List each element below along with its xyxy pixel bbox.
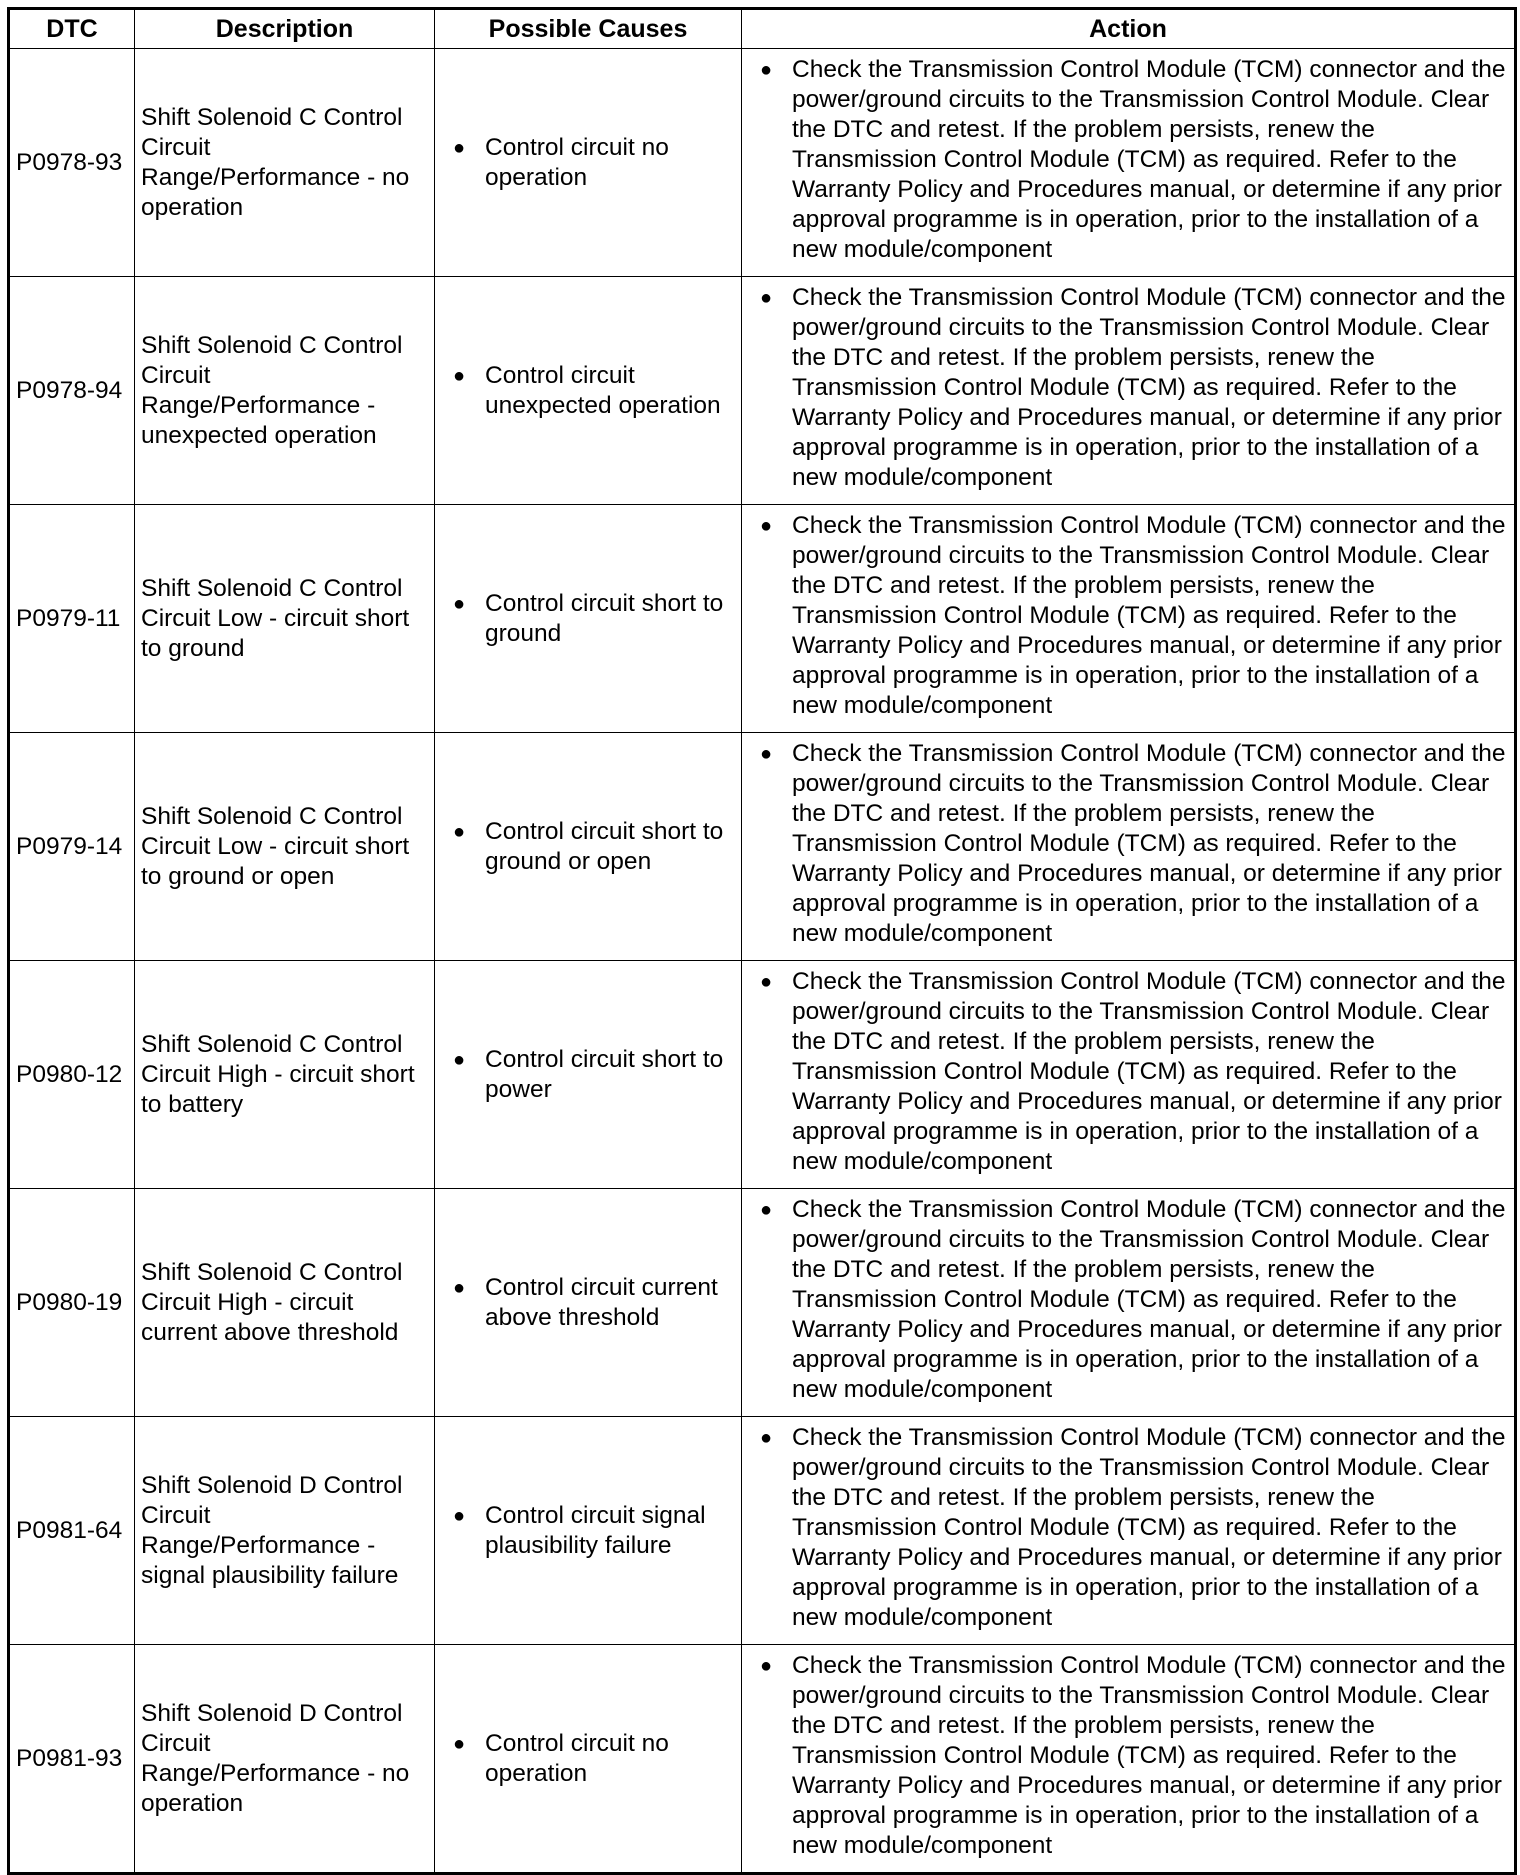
dtc-code: P0979-14 xyxy=(9,733,135,961)
bullet-icon: ● xyxy=(453,1504,466,1527)
action-text: Check the Transmission Control Module (TCM) connector and the power/ground circuits to the Transmission Control Module. Clear the DTC and retest. If the problem persists, renew the Transmission Control Module (TCM) as required. Refer to the Warranty Policy and Procedures manual, or determine if any prior approval programme is in operation, prior to the installation of a new module/component xyxy=(792,512,1506,719)
action-text: Check the Transmission Control Module (TCM) connector and the power/ground circuits to the Transmission Control Module. Clear the DTC and retest. If the problem persists, renew the Transmission Control Module (TCM) as required. Refer to the Warranty Policy and Procedures manual, or determine if any prior approval programme is in operation, prior to the installation of a new module/component xyxy=(792,740,1506,947)
bullet-icon: ● xyxy=(453,1276,466,1299)
header-row xyxy=(9,9,1516,49)
cause-text: Control circuit short to ground xyxy=(485,589,724,647)
table-row xyxy=(9,277,1516,505)
bullet-icon: ● xyxy=(453,136,466,159)
bullet-icon: ● xyxy=(760,1655,773,1677)
action-cell xyxy=(742,961,1516,1189)
bullet-icon: ● xyxy=(453,820,466,843)
dtc-code: P0981-64 xyxy=(9,1417,135,1645)
bullet-icon: ● xyxy=(760,59,773,81)
dtc-code: P0980-12 xyxy=(9,961,135,1189)
action-cell xyxy=(742,1645,1516,1874)
table-row xyxy=(9,1645,1516,1874)
header-description: Description xyxy=(135,9,435,49)
dtc-code: P0981-93 xyxy=(9,1645,135,1874)
dtc-table xyxy=(7,7,1517,1875)
action-cell xyxy=(742,505,1516,733)
table-row xyxy=(9,961,1516,1189)
table-header xyxy=(9,9,1516,49)
action-cell xyxy=(742,49,1516,277)
bullet-icon: ● xyxy=(760,1427,773,1449)
possible-causes-cell xyxy=(435,505,742,733)
header-action: Action xyxy=(742,9,1516,49)
bullet-icon: ● xyxy=(760,1199,773,1221)
action-text: Check the Transmission Control Module (TCM) connector and the power/ground circuits to the Transmission Control Module. Clear the DTC and retest. If the problem persists, renew the Transmission Control Module (TCM) as required. Refer to the Warranty Policy and Procedures manual, or determine if any prior approval programme is in operation, prior to the installation of a new module/component xyxy=(792,1652,1506,1859)
cause-text: Control circuit unexpected operation xyxy=(485,361,721,419)
possible-causes-cell xyxy=(435,1189,742,1417)
description-cell: Shift Solenoid C Control Circuit High - circuit current above threshold xyxy=(135,1189,435,1417)
bullet-icon: ● xyxy=(453,592,466,615)
possible-causes-cell xyxy=(435,961,742,1189)
table-row xyxy=(9,733,1516,961)
action-item xyxy=(760,511,1508,721)
cause-item xyxy=(453,1501,737,1561)
cause-item xyxy=(453,589,737,649)
possible-causes-cell xyxy=(435,277,742,505)
cause-text: Control circuit short to power xyxy=(485,1045,724,1103)
bullet-icon: ● xyxy=(760,743,773,765)
action-cell xyxy=(742,277,1516,505)
bullet-icon: ● xyxy=(760,971,773,993)
cause-text: Control circuit no operation xyxy=(485,1729,669,1787)
action-item xyxy=(760,1423,1508,1633)
table-body xyxy=(9,49,1516,1874)
cause-text: Control circuit no operation xyxy=(485,133,669,191)
cause-text: Control circuit signal plausibility failure xyxy=(485,1501,706,1559)
action-text: Check the Transmission Control Module (TCM) connector and the power/ground circuits to the Transmission Control Module. Clear the DTC and retest. If the problem persists, renew the Transmission Control Module (TCM) as required. Refer to the Warranty Policy and Procedures manual, or determine if any prior approval programme is in operation, prior to the installation of a new module/component xyxy=(792,968,1506,1175)
header-possible-causes: Possible Causes xyxy=(435,9,742,49)
cause-text: Control circuit current above threshold xyxy=(485,1273,718,1331)
header-dtc: DTC xyxy=(9,9,135,49)
possible-causes-cell xyxy=(435,1645,742,1874)
dtc-code: P0980-19 xyxy=(9,1189,135,1417)
description-cell: Shift Solenoid C Control Circuit High - circuit short to battery xyxy=(135,961,435,1189)
action-item xyxy=(760,967,1508,1177)
dtc-code: P0978-94 xyxy=(9,277,135,505)
bullet-icon: ● xyxy=(760,515,773,537)
table-row xyxy=(9,1417,1516,1645)
action-cell xyxy=(742,733,1516,961)
action-item xyxy=(760,1651,1508,1861)
description-cell: Shift Solenoid C Control Circuit Range/Performance - unexpected operation xyxy=(135,277,435,505)
description-cell: Shift Solenoid C Control Circuit Low - circuit short to ground or open xyxy=(135,733,435,961)
possible-causes-cell xyxy=(435,1417,742,1645)
action-item xyxy=(760,739,1508,949)
bullet-icon: ● xyxy=(453,1732,466,1755)
table-row xyxy=(9,505,1516,733)
action-text: Check the Transmission Control Module (TCM) connector and the power/ground circuits to the Transmission Control Module. Clear the DTC and retest. If the problem persists, renew the Transmission Control Module (TCM) as required. Refer to the Warranty Policy and Procedures manual, or determine if any prior approval programme is in operation, prior to the installation of a new module/component xyxy=(792,1424,1506,1631)
action-item xyxy=(760,283,1508,493)
bullet-icon: ● xyxy=(453,1048,466,1071)
cause-text: Control circuit short to ground or open xyxy=(485,817,724,875)
cause-item xyxy=(453,1273,737,1333)
cause-item xyxy=(453,361,737,421)
action-cell xyxy=(742,1417,1516,1645)
action-text: Check the Transmission Control Module (TCM) connector and the power/ground circuits to the Transmission Control Module. Clear the DTC and retest. If the problem persists, renew the Transmission Control Module (TCM) as required. Refer to the Warranty Policy and Procedures manual, or determine if any prior approval programme is in operation, prior to the installation of a new module/component xyxy=(792,284,1506,491)
table-row xyxy=(9,49,1516,277)
possible-causes-cell xyxy=(435,49,742,277)
description-cell: Shift Solenoid D Control Circuit Range/Performance - signal plausibility failure xyxy=(135,1417,435,1645)
description-cell: Shift Solenoid C Control Circuit Range/Performance - no operation xyxy=(135,49,435,277)
action-item xyxy=(760,1195,1508,1405)
dtc-code: P0979-11 xyxy=(9,505,135,733)
cause-item xyxy=(453,1045,737,1105)
description-cell: Shift Solenoid D Control Circuit Range/Performance - no operation xyxy=(135,1645,435,1874)
action-text: Check the Transmission Control Module (TCM) connector and the power/ground circuits to the Transmission Control Module. Clear the DTC and retest. If the problem persists, renew the Transmission Control Module (TCM) as required. Refer to the Warranty Policy and Procedures manual, or determine if any prior approval programme is in operation, prior to the installation of a new module/component xyxy=(792,1196,1506,1403)
cause-item xyxy=(453,817,737,877)
cause-item xyxy=(453,1729,737,1789)
bullet-icon: ● xyxy=(760,287,773,309)
bullet-icon: ● xyxy=(453,364,466,387)
action-cell xyxy=(742,1189,1516,1417)
action-text: Check the Transmission Control Module (TCM) connector and the power/ground circuits to the Transmission Control Module. Clear the DTC and retest. If the problem persists, renew the Transmission Control Module (TCM) as required. Refer to the Warranty Policy and Procedures manual, or determine if any prior approval programme is in operation, prior to the installation of a new module/component xyxy=(792,56,1506,263)
description-cell: Shift Solenoid C Control Circuit Low - circuit short to ground xyxy=(135,505,435,733)
dtc-code: P0978-93 xyxy=(9,49,135,277)
cause-item xyxy=(453,133,737,193)
action-item xyxy=(760,55,1508,265)
table-row xyxy=(9,1189,1516,1417)
possible-causes-cell xyxy=(435,733,742,961)
